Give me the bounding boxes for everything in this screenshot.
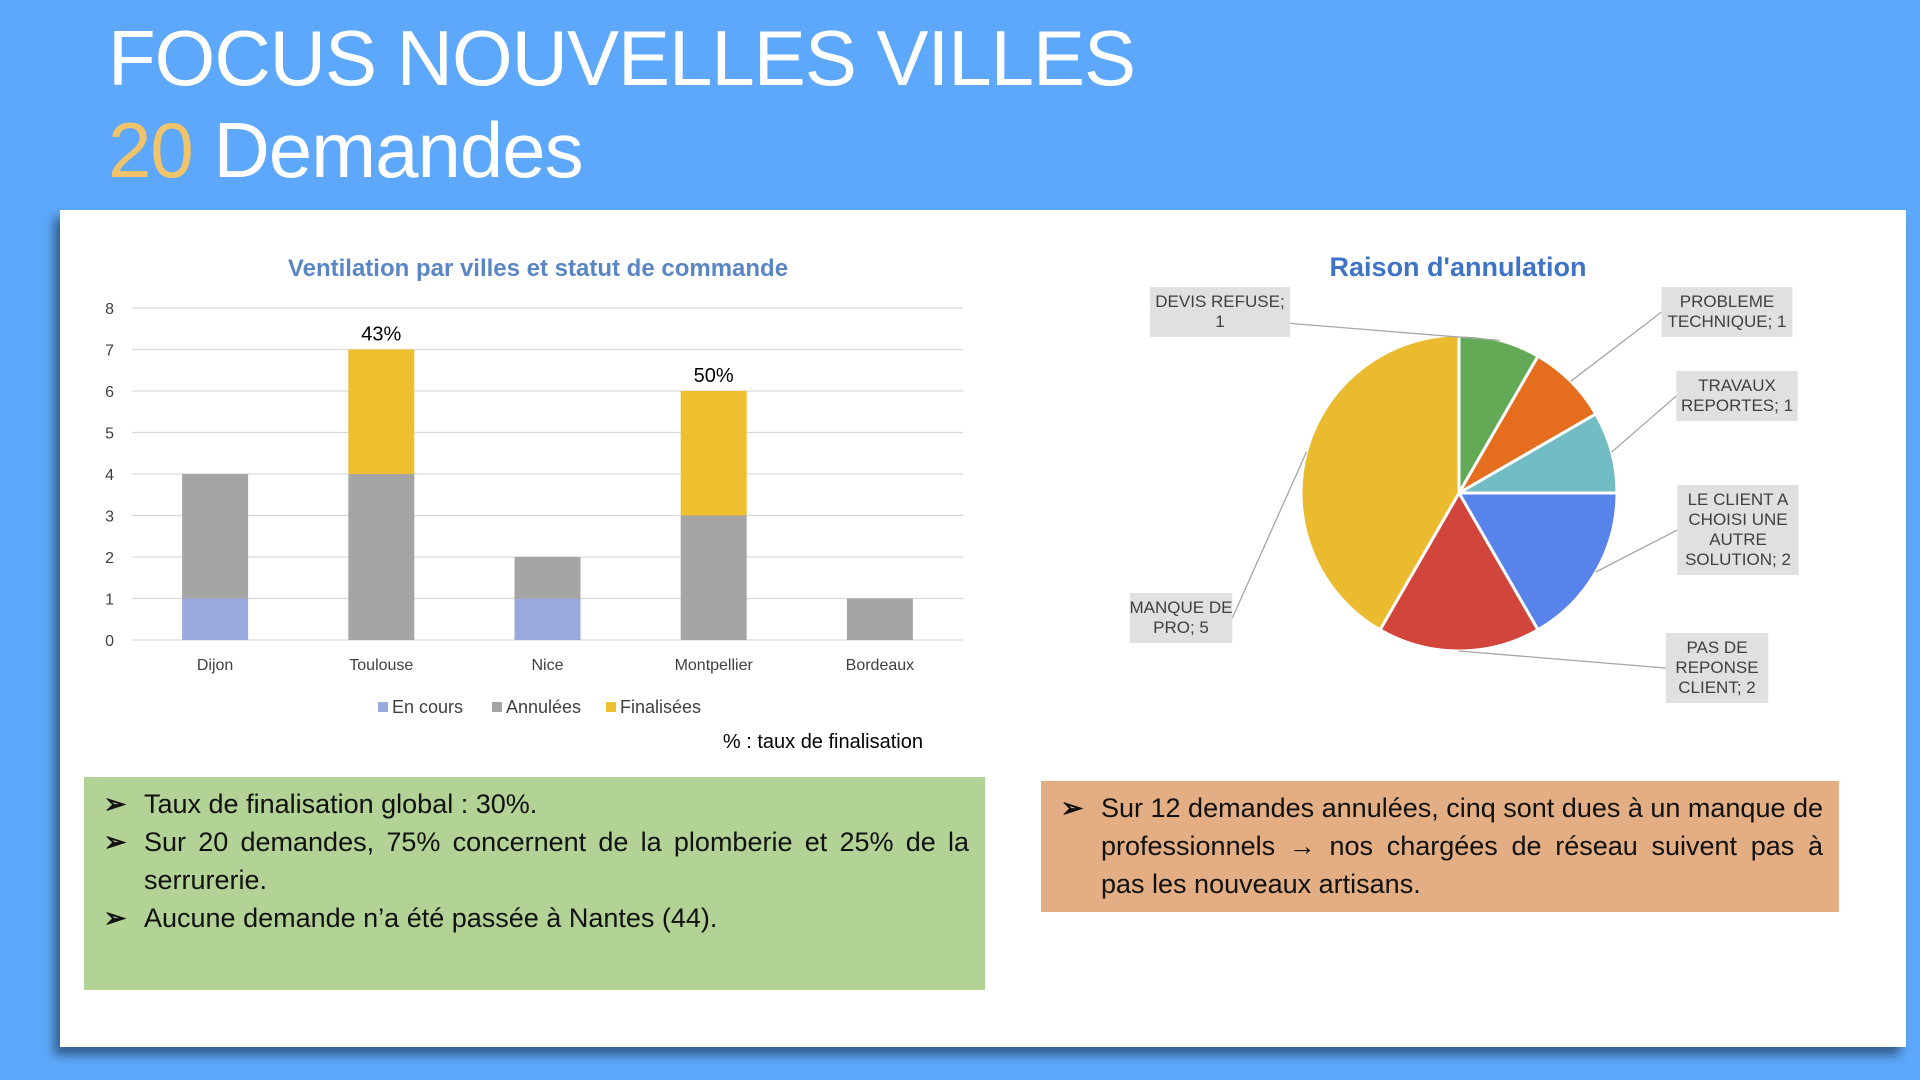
charts-canvas [60,210,1906,770]
arrow-bullet-icon: ➢ [103,827,127,857]
y-tick-label: 3 [105,508,114,526]
pie-label-text: SOLUTION; 2 [1685,550,1791,569]
legend-label: Annulées [506,697,582,717]
x-tick-label: Toulouse [349,657,414,674]
bar-segment [348,350,414,475]
pie-label-text: AUTRE [1709,530,1767,549]
bar-chart [105,255,963,753]
pie-leader-line [1571,312,1662,381]
summary-item [100,785,969,823]
pie-label-text: REPONSE [1675,658,1759,677]
summary-text: Aucune demande n’a été passée à Nantes (44). [144,903,718,933]
bar-segment [182,599,248,641]
bar-segment [182,474,248,599]
title-heading: FOCUS NOUVELLES VILLES [108,14,1136,102]
legend-label: En cours [392,697,464,717]
pie-label-text: DEVIS REFUSE; [1155,292,1285,311]
pie-label-text: LE CLIENT A [1687,490,1789,509]
x-tick-label: Montpellier [674,657,753,674]
pie-chart [1130,252,1799,703]
x-tick-label: Nice [531,657,564,674]
legend-label: Finalisées [620,697,702,717]
summary-box-right [1041,781,1839,912]
pie-leader-line [1459,651,1666,668]
pie-slices [1301,335,1617,651]
pie-label-text: PRO; 5 [1153,618,1209,637]
pie-label-text: MANQUE DE [1129,598,1233,617]
slide-title [108,12,1135,196]
bar-series [182,324,913,641]
pie-label-text: REPORTES; 1 [1680,396,1794,415]
summary-text: Sur 20 demandes, 75% concernent de la plomberie et 25% de la serrurerie. [144,827,969,895]
legend-swatch [492,702,502,712]
summary-item [100,823,969,899]
summary-item [1057,789,1823,903]
request-count: 20 [108,106,193,194]
pie-label-text: PAS DE [1686,638,1748,657]
y-tick-label: 5 [105,425,114,443]
x-tick-label: Bordeaux [845,657,915,674]
summary-item [100,899,969,937]
bar-x-axis [197,657,914,674]
bar-segment [515,557,581,599]
finalisation-note: % : taux de finalisation [722,731,923,753]
pie-leader-line [1232,452,1306,618]
bar-segment [348,474,414,640]
bar-chart-title: Ventilation par villes et statut de commande [287,255,789,282]
bar-legend [378,697,701,717]
y-tick-label: 7 [105,342,114,360]
pie-label-text: 1 [1215,312,1225,331]
legend-swatch [606,702,616,712]
legend-swatch [378,702,388,712]
pie-leader-line [1612,396,1677,452]
arrow-bullet-icon: ➢ [103,903,127,933]
y-tick-label: 2 [105,550,114,567]
request-count-label: Demandes [213,106,583,194]
x-tick-label: Dijon [196,657,234,674]
y-tick-label: 6 [105,384,114,401]
y-tick-label: 8 [105,301,114,318]
pie-chart-title: Raison d'annulation [1329,252,1587,282]
bar-segment [681,516,747,641]
y-tick-label: 0 [105,633,114,650]
summary-text: Sur 12 demandes annulées, cinq sont dues à un manque de professionnels → nos chargées de réseau suivent pas à pas les nouveaux artisans. [1101,793,1824,899]
bar-data-label: 43% [361,323,402,346]
bar-segment [681,391,747,516]
bar-segment [847,599,913,641]
arrow-bullet-icon: ➢ [103,789,127,819]
summary-box-left [84,777,985,990]
y-tick-label: 1 [105,591,114,609]
pie-label-text: PROBLEME [1679,292,1775,311]
arrow-bullet-icon: ➢ [1060,793,1084,823]
pie-label-text: CHOISI UNE [1688,510,1788,529]
summary-text: Taux de finalisation global : 30%. [144,789,538,819]
pie-label-text: TECHNIQUE; 1 [1667,312,1787,331]
pie-label-text: TRAVAUX [1698,376,1776,395]
y-tick-label: 4 [105,467,114,484]
title-subheading [108,104,1135,196]
bar-y-axis [105,301,114,650]
bar-data-label: 50% [693,365,734,387]
content-panel [60,210,1906,1047]
bar-segment [515,599,581,641]
pie-label-text: CLIENT; 2 [1678,678,1756,697]
